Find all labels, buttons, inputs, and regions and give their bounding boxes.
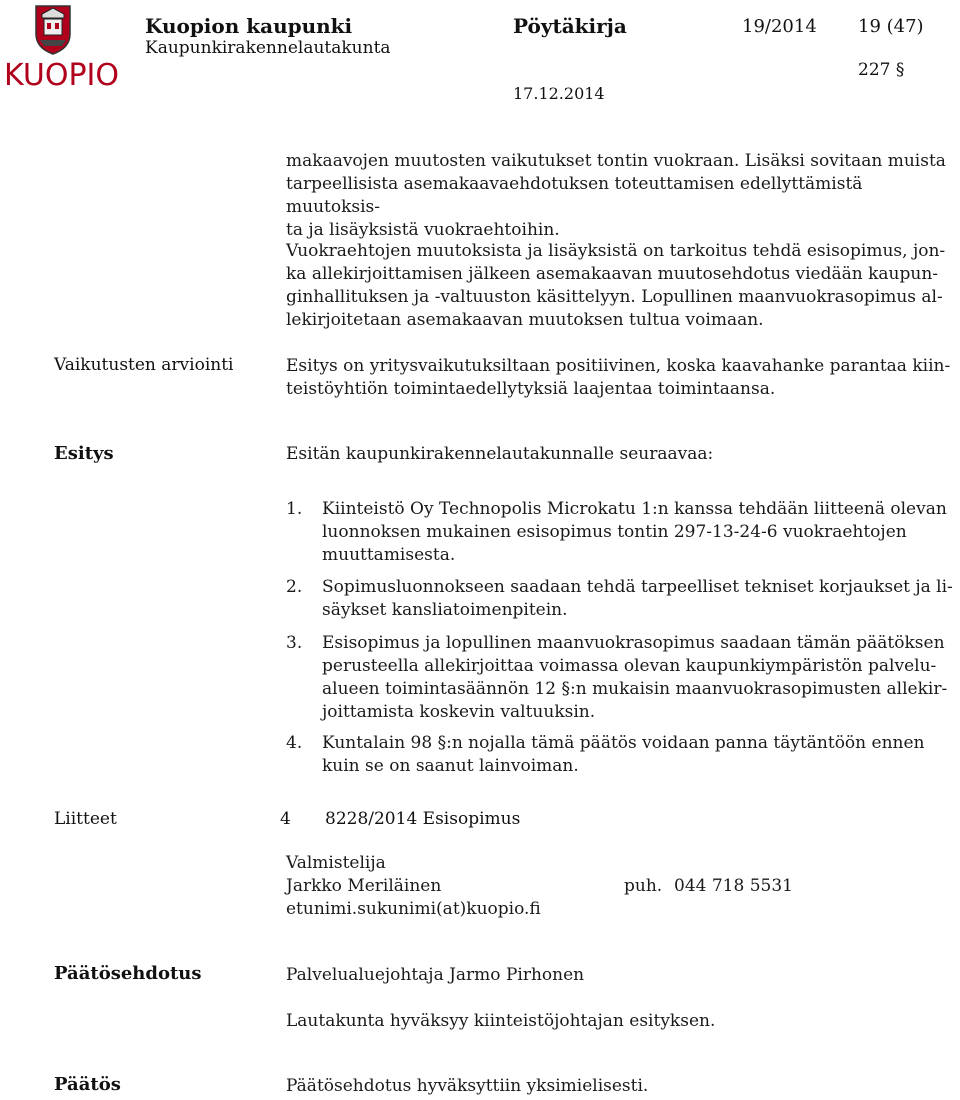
preparer-title: Valmistelija <box>286 853 386 873</box>
page-number: 19 (47) <box>858 16 924 37</box>
decision-proposal-text: Lautakunta hyväksyy kiinteistöjohtajan esityksen. <box>286 1011 716 1031</box>
impact-label: Vaikutusten arviointi <box>54 355 234 375</box>
meeting-date: 17.12.2014 <box>513 84 605 103</box>
proposal-item-3: 3. Esisopimus ja lopullinen maanvuokrasopimus saadaan tämän päätöksen perusteella allekirjoittaa voimassa olevan kaupunkiympäristön palvelu- alueen toimintasäännön 12 §:n mukaisin maanvuokrasopimusten allekir- joittamista koskevin valtuuksin. <box>286 633 948 722</box>
intro-paragraph-1: makaavojen muutosten vaikutukset tontin vuokraan. Lisäksi sovitaan muista tarpeellisista asemakaavaehdotuksen toteuttamisen edellyttämistä muutoksis- ta ja lisäyksistä vuokraehtoihin. <box>286 151 946 240</box>
proposal-intro: Esitän kaupunkirakennelautakunnalle seuraavaa: <box>286 444 714 464</box>
doc-type: Pöytäkirja <box>513 14 627 38</box>
kuopio-logo <box>4 4 119 96</box>
preparer-name: Jarkko Meriläinen <box>286 876 442 896</box>
proposal-item-2: 2. Sopimusluonnokseen saadaan tehdä tarpeelliset tekniset korjaukset ja li- säykset kansliatoimenpitein. <box>286 577 953 620</box>
coat-of-arms-icon <box>34 4 72 56</box>
doc-number: 19/2014 <box>742 16 817 37</box>
section-number: 227 § <box>858 60 905 80</box>
impact-text: Esitys on yritysvaikutuksiltaan positiivinen, koska kaavahanke parantaa kiin- teistöyhtiön toimintaedellytyksiä laajentaa toimintaansa. <box>286 356 951 399</box>
attachment-link[interactable]: 8228/2014 Esisopimus <box>325 809 521 829</box>
proposal-label: Esitys <box>54 443 114 464</box>
decision-text: Päätösehdotus hyväksyttiin yksimielisesti. <box>286 1076 649 1096</box>
board-name: Kaupunkirakennelautakunta <box>145 38 391 58</box>
preparer-phone: 044 718 5531 <box>674 876 793 896</box>
decision-label: Päätös <box>54 1074 121 1095</box>
logo-text: KUOPIO <box>4 58 119 93</box>
attachment-number: 4 <box>280 809 291 829</box>
preparer-phone-label: puh. <box>624 876 663 896</box>
attachments-label: Liitteet <box>54 809 117 829</box>
decision-proposal-presenter: Palvelualuejohtaja Jarmo Pirhonen <box>286 965 585 985</box>
org-name: Kuopion kaupunki <box>145 14 353 38</box>
proposal-item-4: 4. Kuntalain 98 §:n nojalla tämä päätös voidaan panna täytäntöön ennen kuin se on saanut lainvoiman. <box>286 733 925 776</box>
preparer-email[interactable]: etunimi.sukunimi(at)kuopio.fi <box>286 899 541 919</box>
decision-proposal-label: Päätösehdotus <box>54 963 202 984</box>
intro-paragraph-2: Vuokraehtojen muutoksista ja lisäyksistä on tarkoitus tehdä esisopimus, jon- ka allekirjoittamisen jälkeen asemakaavan muutosehdotus viedään kaupun- ginhallituksen ja -valtuuston käsittelyyn. Lopullinen maanvuokrasopimus al- lekirjoitetaan asemakaavan muutoksen tultua voimaan. <box>286 241 946 330</box>
proposal-item-1: 1. Kiinteistö Oy Technopolis Microkatu 1:n kanssa tehdään liitteenä olevan luonnoksen mukainen esisopimus tontin 297-13-24-6 vuokraehtojen muuttamisesta. <box>286 499 947 565</box>
